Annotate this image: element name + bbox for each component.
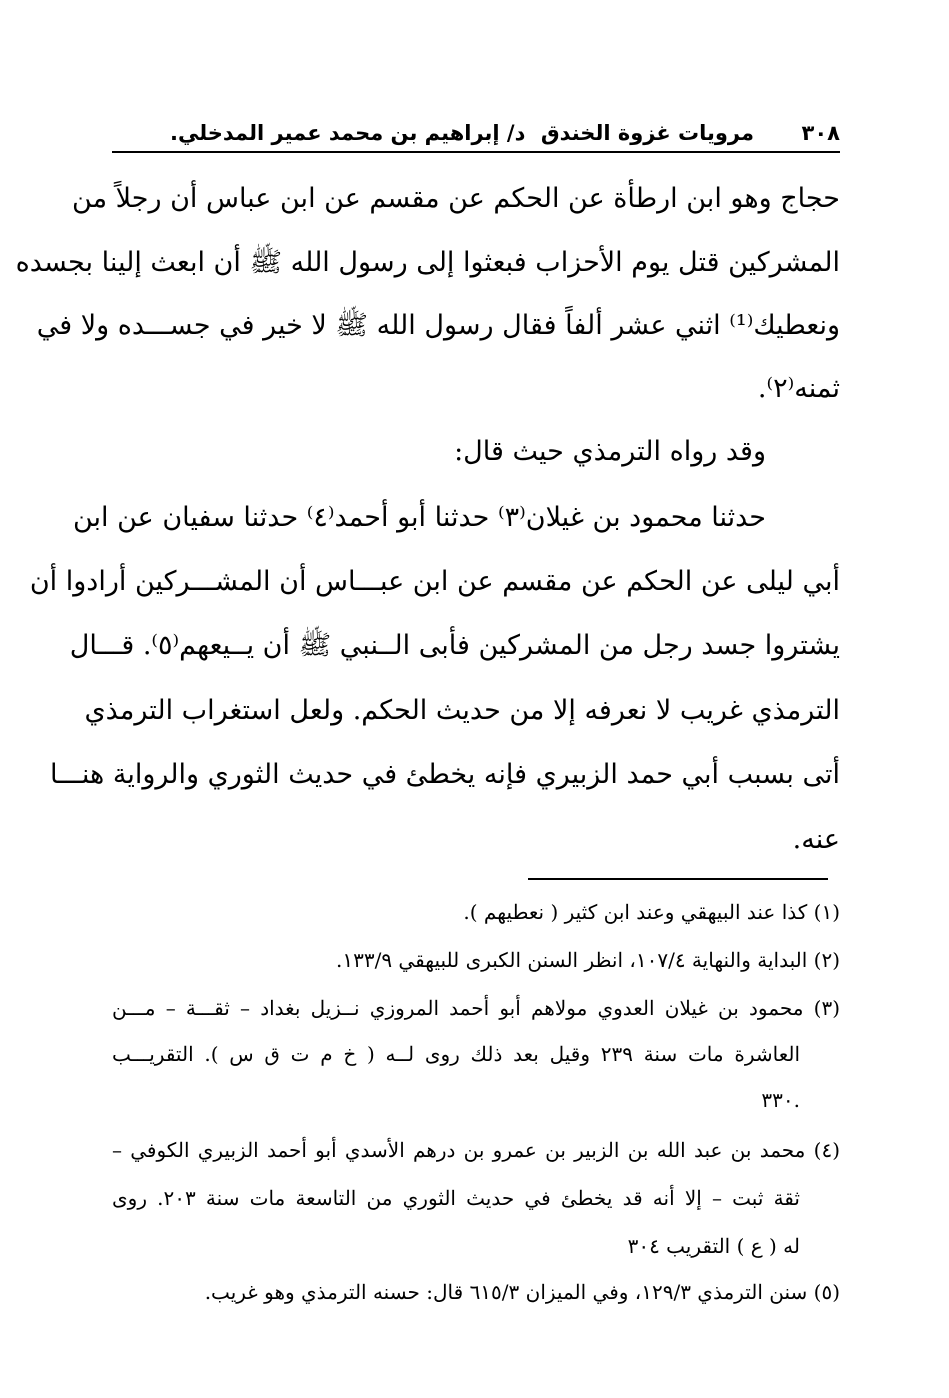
text-line: المشركين قتل يوم الأحزاب فبعثوا إلى رسول الله ﷺ أن ابعث إلينا بجسده — [15, 247, 840, 278]
footnote-line: (١) كذا عند البيهقي وعند ابن كثير ( نعطيهم ). — [463, 900, 840, 924]
text-line: الترمذي غريب لا نعرفه إلا من حديث الحكم. ولعل استغراب الترمذي — [84, 695, 840, 726]
text-line: أتى بسبب أبي حمد الزبيري فإنه يخطئ في حديث الثوري والرواية هنـــا — [49, 759, 840, 790]
text-line: أبي ليلى عن الحكم عن مقسم عن ابن عبـــاس أن المشـــركين أرادوا أن — [29, 566, 840, 597]
footnote-line: (٣) محمود بن غيلان العدوي مولاهم أبو أحمد المروزي نــزيل بغداد – ثقـــة – مـــن — [112, 996, 840, 1020]
text-line: وقد رواه الترمذي حيث قال: — [454, 436, 766, 467]
text-line: يشتروا جسد رجل من المشركين فأبى الــنبي ﷺ أن يــيعهم⁽٥⁾. قـــال — [69, 630, 840, 661]
text-line: ثمنه⁽٢⁾. — [757, 373, 840, 404]
text-line: حجاج وهو ابن ارطأة عن الحكم عن مقسم عن ابن عباس أن رجلاً من — [72, 183, 840, 214]
text-line: حدثنا محمود بن غيلان⁽٣⁾ حدثنا أبو أحمد⁽٤⁾ حدثنا سفيان عن ابن — [72, 502, 766, 533]
footnote-rule — [528, 878, 828, 880]
footnote-line: العاشرة مات سنة ٢٣٩ وقيل بعد ذلك روى لــه ( خ م ت ق س ). التقريـــب — [112, 1042, 801, 1066]
book-title: مرويات غزوة الخندق — [540, 121, 754, 145]
footnote-line: له ( ع ) التقريب ٣٠٤ — [627, 1234, 800, 1258]
text-line: عنه. — [792, 824, 840, 855]
footnote-line: (٤) محمد بن عبد الله بن الزبير بن عمرو بن درهم الأسدي أبو أحمد الزبيري الكوفي – — [112, 1138, 840, 1162]
author-name: د/ إبراهيم بن محمد عمير المدخلي. — [170, 121, 526, 145]
footnote-line: (٢) البداية والنهاية ١٠٧/٤، انظر السنن الكبرى للبيهقي ١٣٣/٩. — [336, 948, 840, 972]
header-rule — [112, 151, 840, 153]
running-header — [112, 112, 840, 154]
page-number: ٣٠٨ — [801, 121, 840, 145]
footnote-line: (٥) سنن الترمذي ١٢٩/٣، وفي الميزان ٦١٥/٣ قال: حسنه الترمذي وهو غريب. — [204, 1280, 840, 1304]
footnote-line: .٣٣٠ — [761, 1088, 800, 1112]
footnote-line: ثقة ثبت – إلا أنه قد يخطئ في حديث الثوري من التاسعة مات سنة ٢٠٣. روى — [112, 1186, 800, 1210]
text-line: ونعطيك⁽¹⁾ اثني عشر ألفاً فقال رسول الله ﷺ لا خير في جســـده ولا في — [36, 310, 840, 341]
